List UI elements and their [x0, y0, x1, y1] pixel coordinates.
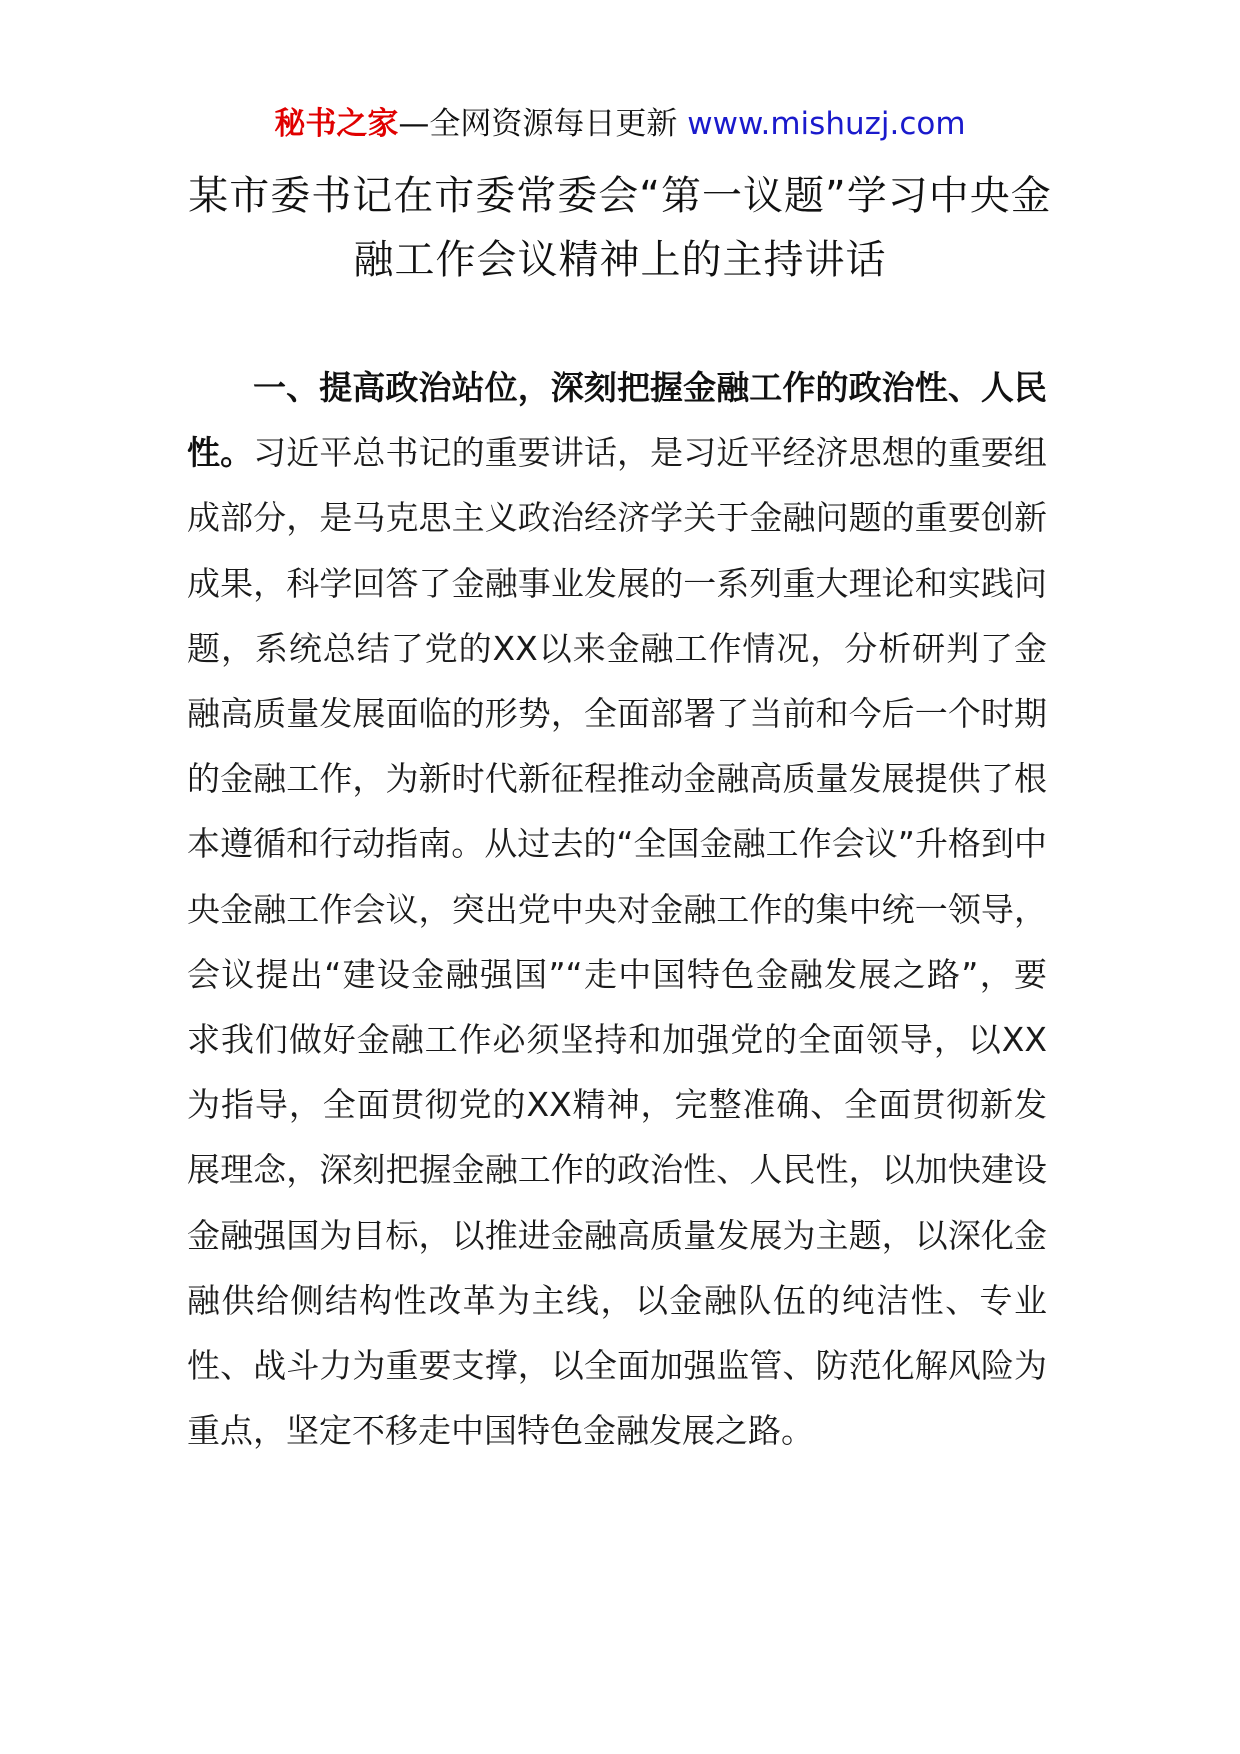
- section-paragraph: [187, 355, 1047, 1463]
- banner-tagline: —全网资源每日更新: [398, 106, 678, 142]
- section-body: 习近平总书记的重要讲话，是习近平经济思想的重要组成部分，是马克思主义政治经济学关于金融问题的重要创新成果，科学回答了金融事业发展的一系列重大理论和实践问题，系统总结了党的XX以来金融工作情况，分析研判了金融高质量发展面临的形势，全面部署了当前和今后一个时期的金融工作，为新时代新征程推动金融高质量发展提供了根本遵循和行动指南。从过去的“全国金融工作会议”升格到中央金融工作会议，突出党中央对金融工作的集中统一领导，会议提出“建设金融强国”“走中国特色金融发展之路”，要求我们做好金融工作必须坚持和加强党的全面领导，以XX为指导，全面贯彻党的XX精神，完整准确、全面贯彻新发展理念，深刻把握金融工作的政治性、人民性，以加快建设金融强国为目标，以推进金融高质量发展为主题，以深化金融供给侧结构性改革为主线，以金融队伍的纯洁性、专业性、战斗力为重要支撑，以全面加强监管、防范化解风险为重点，坚定不移走中国特色金融发展之路。: [187, 433, 1048, 1451]
- section-heading: 一、提高政治站位，深刻把握金融工作的政治性、人民性。: [187, 368, 1047, 473]
- brand-name: 秘书之家: [274, 106, 399, 142]
- site-banner: [0, 102, 1240, 146]
- site-url-link[interactable]: www.mishuzj.com: [687, 106, 966, 142]
- document-title: 某市委书记在市委常委会“第一议题”学习中央金融工作会议精神上的主持讲话: [188, 173, 1052, 283]
